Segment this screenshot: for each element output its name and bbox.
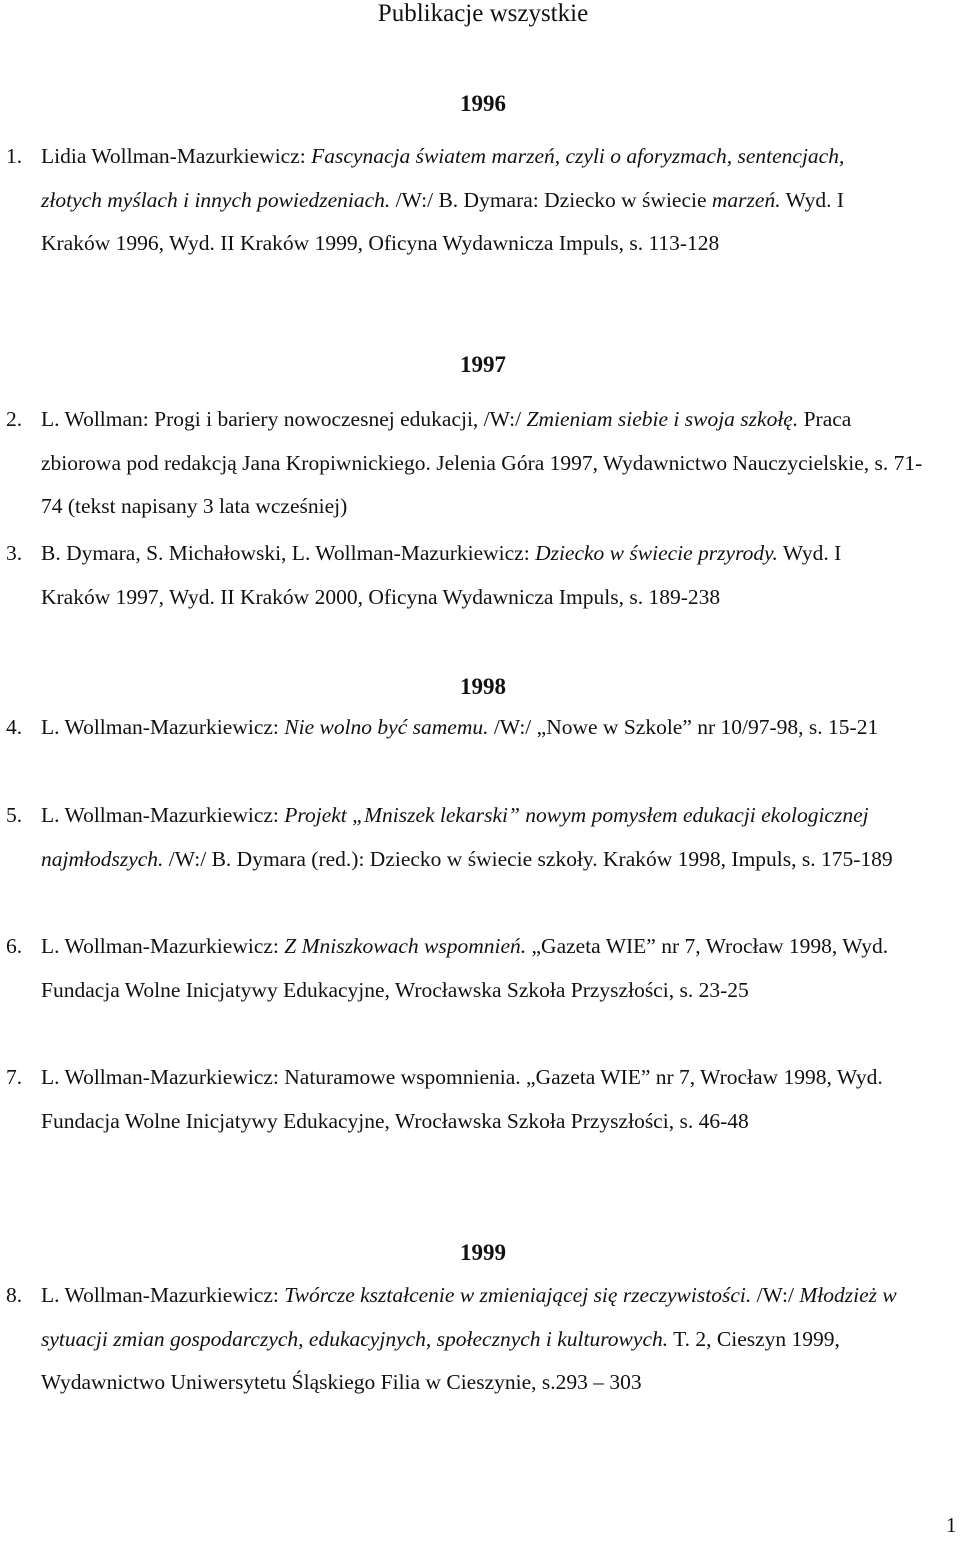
entry-number: 6. [6,934,23,958]
entry-text: L. Wollman-Mazurkiewicz: Z Mniszkowach wspomnień. „Gazeta WIE” nr 7, Wrocław 1998, Wyd. Fundacja Wolne Inicjatywy Edukacyjne, Wrocławska Szkoła Przyszłości, s. 23-25 [41,934,889,1002]
entry-text: Lidia Wollman-Mazurkiewicz: Fascynacja światem marzeń, czyli o aforyzmach, sentencjach, złotych myślach i innych powiedzeniach. /W:/ B. Dymara: Dziecko w świecie marzeń. Wyd. I Kraków 1996, Wyd. II Kraków 1999, Oficyna Wydawnicza Impuls, s. 113-128 [41,144,845,255]
entry-number: 5. [6,803,23,827]
year-heading-1997: 1997 [460,352,506,377]
entry-text: L. Wollman-Mazurkiewicz: Twórcze kształcenie w zmieniającej się rzeczywistości. /W:/ Młodzież w sytuacji zmian gospodarczych, edukacyjnych, społecznych i kulturowych. T. 2, Cieszyn 1999, Wydawnictwo Uniwersytetu Śląskiego Filia w Cieszynie, s.293 – 303 [41,1283,897,1394]
entry-text: L. Wollman-Mazurkiewicz: Naturamowe wspomnienia. „Gazeta WIE” nr 7, Wrocław 1998, Wyd. Fundacja Wolne Inicjatywy Edukacyjne, Wrocławska Szkoła Przyszłości, s. 46-48 [41,1065,883,1133]
entry-text: L. Wollman: Progi i bariery nowoczesnej edukacji, /W:/ Zmieniam siebie i swoja szkołę. Praca zbiorowa pod redakcją Jana Kropiwnickiego. Jelenia Góra 1997, Wydawnictwo Nauczycielskie, s. 71-74 (tekst napisany 3 lata wcześniej) [41,407,923,518]
year-heading-1999: 1999 [460,1240,506,1265]
entry-3 [6,532,906,619]
entry-text: L. Wollman-Mazurkiewicz: Nie wolno być samemu. /W:/ „Nowe w Szkole” nr 10/97-98, s. 15-21 [41,715,879,739]
entry-7 [6,1056,956,1143]
entry-4 [6,706,956,750]
entry-8 [6,1274,956,1405]
entry-text: L. Wollman-Mazurkiewicz: Projekt „Mniszek lekarski” nowym pomysłem edukacji ekologicznej najmłodszych. /W:/ B. Dymara (red.): Dziecko w świecie szkoły. Kraków 1998, Impuls, s. 175-189 [41,803,893,871]
entry-1 [6,135,886,266]
entry-text: B. Dymara, S. Michałowski, L. Wollman-Mazurkiewicz: Dziecko w świecie przyrody. Wyd. I Kraków 1997, Wyd. II Kraków 2000, Oficyna Wydawnicza Impuls, s. 189-238 [41,541,842,609]
entry-number: 2. [6,407,23,431]
entry-number: 1. [6,144,23,168]
entry-number: 8. [6,1283,23,1307]
page-title: Publikacje wszystkie [377,0,589,27]
entry-number: 3. [6,541,23,565]
entry-2 [6,398,926,529]
year-heading-1998: 1998 [460,674,506,699]
entry-number: 7. [6,1065,23,1089]
entry-6 [6,925,956,1012]
page-number: 1 [946,1513,957,1537]
entry-5 [6,794,916,881]
year-heading-1996: 1996 [460,91,506,116]
entry-number: 4. [6,715,23,739]
